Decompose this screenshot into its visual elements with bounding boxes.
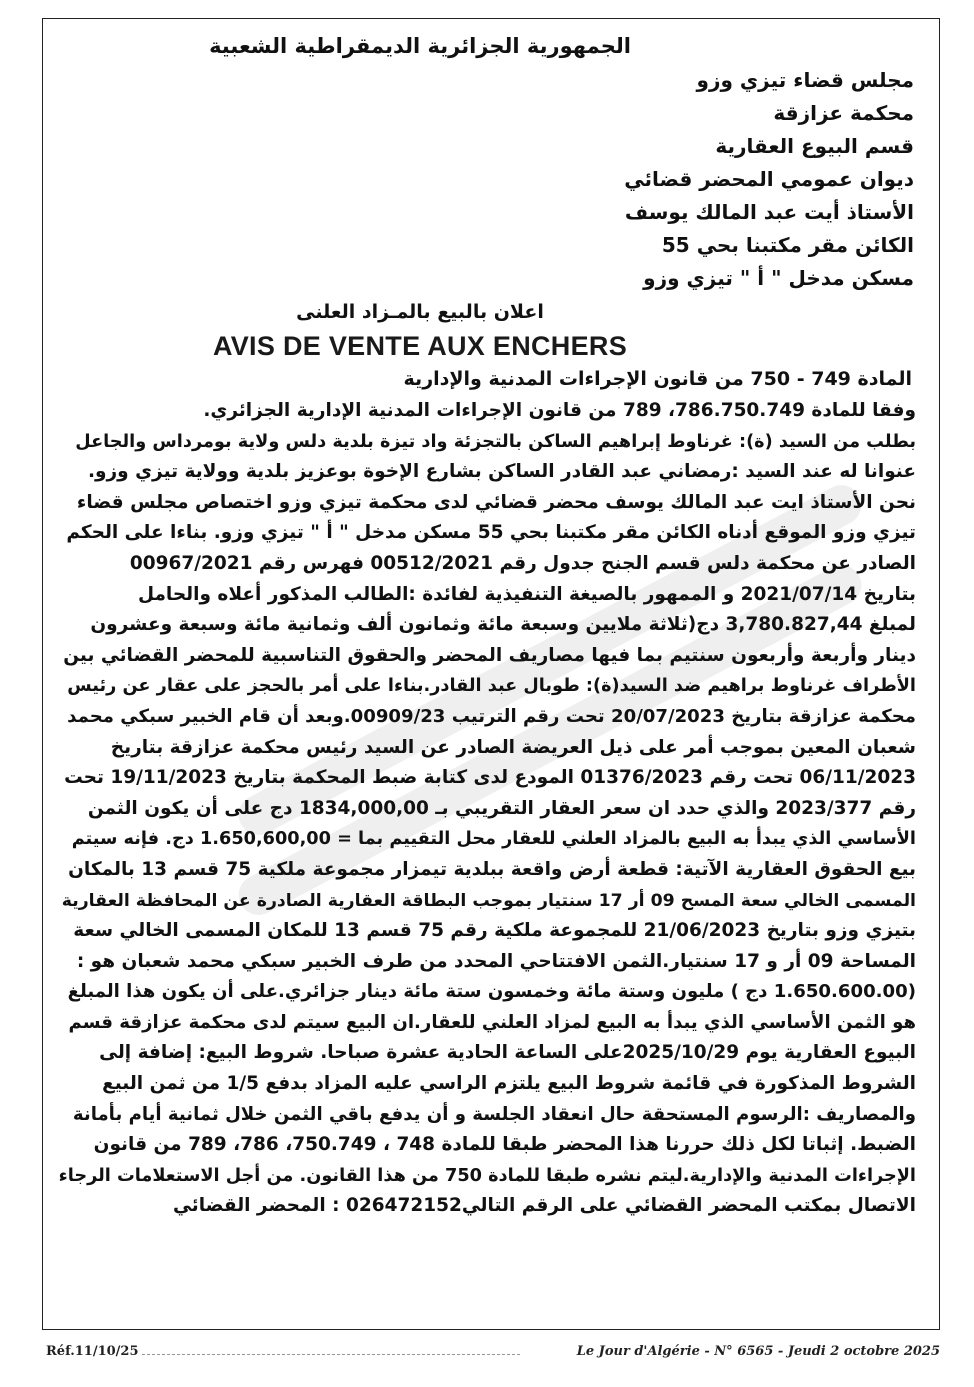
page-footer xyxy=(42,1340,940,1364)
footer-reference: Réf.11/10/25 xyxy=(46,1344,139,1359)
body-line: لمبلغ 3,780.827,44 دج(ثلاثة ملايين وسبعة مائة وثمانون ألف وثمانية مائة وسبعة وعشرون xyxy=(90,614,916,636)
body-line: محكمة عزازقة بتاريخ 20/07/2023 تحت رقم الترتيب 00909/23.وبعد أن قام الخبير سبكي محمد xyxy=(67,705,916,727)
notice-title-french: AVIS DE VENTE AUX ENCHERS xyxy=(212,331,628,361)
body-line: والمصاريف :الرسوم المستحقة حال انعقاد الجلسة و أن يدفع باقي الثمن خلال ثمانية أيام بأمانة xyxy=(72,1103,916,1125)
footer-rule xyxy=(142,1354,520,1355)
body-line: المساحة 09 أر و 17 سنتيار.الثمن الافتتاحي المحدد من طرف الخبير سبكي محمد شعبان هو : xyxy=(76,950,916,972)
notice-body xyxy=(58,396,916,1222)
body-line: دينار وأربعة وأربعون سنتيم بما فيها مصاريف المحضر والحقوق التناسبية للمحضر القضائي بين xyxy=(63,644,916,666)
body-line: الضبط. إثباتا لكل ذلك حررنا هذا المحضر طبقا للمادة 748 ، 750.749، 786، 789 من قانون xyxy=(93,1134,916,1156)
body-line: الصادر عن محكمة دلس قسم الجنح جدول رقم 00512/2021 فهرس رقم 00967/2021 xyxy=(129,552,916,574)
body-line: وفقا للمادة 786.750.749، 789 من قانون الإجراءات المدنية الإدارية الجزائري. xyxy=(203,400,916,421)
body-line: الإجراءات المدنية والإدارية.ليتم نشره طبقا للمادة 750 من هذا القانون. من أجل الاستعلامات الرجاء xyxy=(58,1165,916,1186)
republic-heading: الجمهورية الجزائرية الديمقراطية الشعبية xyxy=(209,34,631,58)
body-line: بتاريخ 2021/07/14 و الممهور بالصيغة التنفيذية لفائدة :الطالب المذكور أعلاه والحامل xyxy=(137,583,916,605)
header-office: ديوان عمومي المحضر قضائي xyxy=(624,167,914,191)
bailiff-header xyxy=(394,64,914,295)
header-tribunal: محكمة عزازقة xyxy=(773,101,914,125)
body-line: الأطراف غرناوط براهيم ضد السيد(ة): طوبال عبد القادر.بناءا على أمر بالحجز على عقار عن رئيس xyxy=(67,676,916,697)
body-line: بيع الحقوق العقارية الآتية: قطعة أرض واقعة ببلدية تيمزار مجموعة ملكية 75 قسم 13 بالمكان xyxy=(68,858,916,880)
body-line: شعبان المعين بموجب أمر على ذيل العريضة الصادر عن السيد رئيس محكمة عزازقة بتاريخ xyxy=(110,736,916,758)
header-section: قسم البيوع العقارية xyxy=(715,134,914,158)
body-line: تيزي وزو الموقع أدناه الكائن مقر مكتبنا بحي 55 مسكن مدخل " أ " تيزي وزو. بناءا على الحكم xyxy=(66,522,916,544)
header-address-2: مسكن مدخل " أ " تيزي وزو xyxy=(643,266,914,290)
body-line: الأساسي الذي يبدأ به البيع بالمزاد العلني للعقار محل التقييم بما = 1.650,600,00 دج. فإنه سيتم xyxy=(71,829,916,850)
body-line: البيوع العقارية يوم 2025/10/29على الساعة الحادية عشرة صباحا. شروط البيع: إضافة إلى xyxy=(99,1042,916,1064)
body-line: 06/11/2023 تحت رقم 01376/2023 المودع لدى كتابة ضبط المحكمة بتاريخ 19/11/2023 تحت xyxy=(64,767,916,789)
notice-title-arabic: اعلان بالبيع بالمـزاد العلنى xyxy=(296,301,544,323)
header-court-council: مجلس قضاء تيزي وزو xyxy=(696,68,914,92)
notice-title-articles: المادة 749 - 750 من قانون الإجراءات المدنية والإدارية xyxy=(403,368,912,390)
body-line: المسمى الخالي سعة المسح 09 أر 17 سنتيار بموجب البطاقة العقارية الصادرة عن المحافظة العقارية xyxy=(61,890,916,911)
header-address-1: الكائن مقر مكتبنا بحي 55 xyxy=(661,233,914,257)
body-line: الاتصال بمكتب المحضر القضائي على الرقم التالي026472152 : المحضر القضائي xyxy=(173,1195,916,1217)
body-line: بتيزي وزو بتاريخ 21/06/2023 للمجموعة ملكية رقم 75 قسم 13 للمكان المسمى الخالي سعة xyxy=(73,920,916,942)
body-line: عنوانا له عند السيد :رمضاني عبد القادر الساكن بشارع الإخوة بوعزيز بلدية وولاية تيزي وزو. xyxy=(87,461,916,483)
header-bailiff-name: الأستاذ أيت عبد المالك يوسف xyxy=(624,200,914,224)
body-line: الشروط المذكورة في قائمة شروط البيع يلتزم الراسي عليه المزاد بدفع 1/5 من ثمن البيع xyxy=(102,1073,916,1095)
body-line: نحن الأستاذ ايت عبد المالك يوسف محضر قضائي لدى محكمة تيزي وزو اختصاص مجلس قضاء xyxy=(76,491,916,513)
body-line: رقم 2023/377 والذي حدد ان سعر العقار التقريبي بـ 1834,000,00 دج على أن يكون الثمن xyxy=(87,797,916,819)
body-line: هو الثمن الأساسي الذي يبدأ به البيع لمزاد العلني للعقار.ان البيع سيتم لدى محكمة عزازقة قسم xyxy=(68,1011,916,1033)
footer-journal-info: Le Jour d'Algérie - N° 6565 - Jeudi 2 octobre 2025 xyxy=(576,1344,940,1359)
body-line: (1.650.600.00 دج ) مليون وستة مائة وخمسون ستة مائة دينار جزائري.على أن يكون هذا المبلغ xyxy=(67,981,916,1003)
body-line: بطلب من السيد (ة): غرناوط إبراهيم الساكن بالتجزئة واد تيزة بلدية دلس ولاية بومرداس والجاعل xyxy=(75,431,916,452)
